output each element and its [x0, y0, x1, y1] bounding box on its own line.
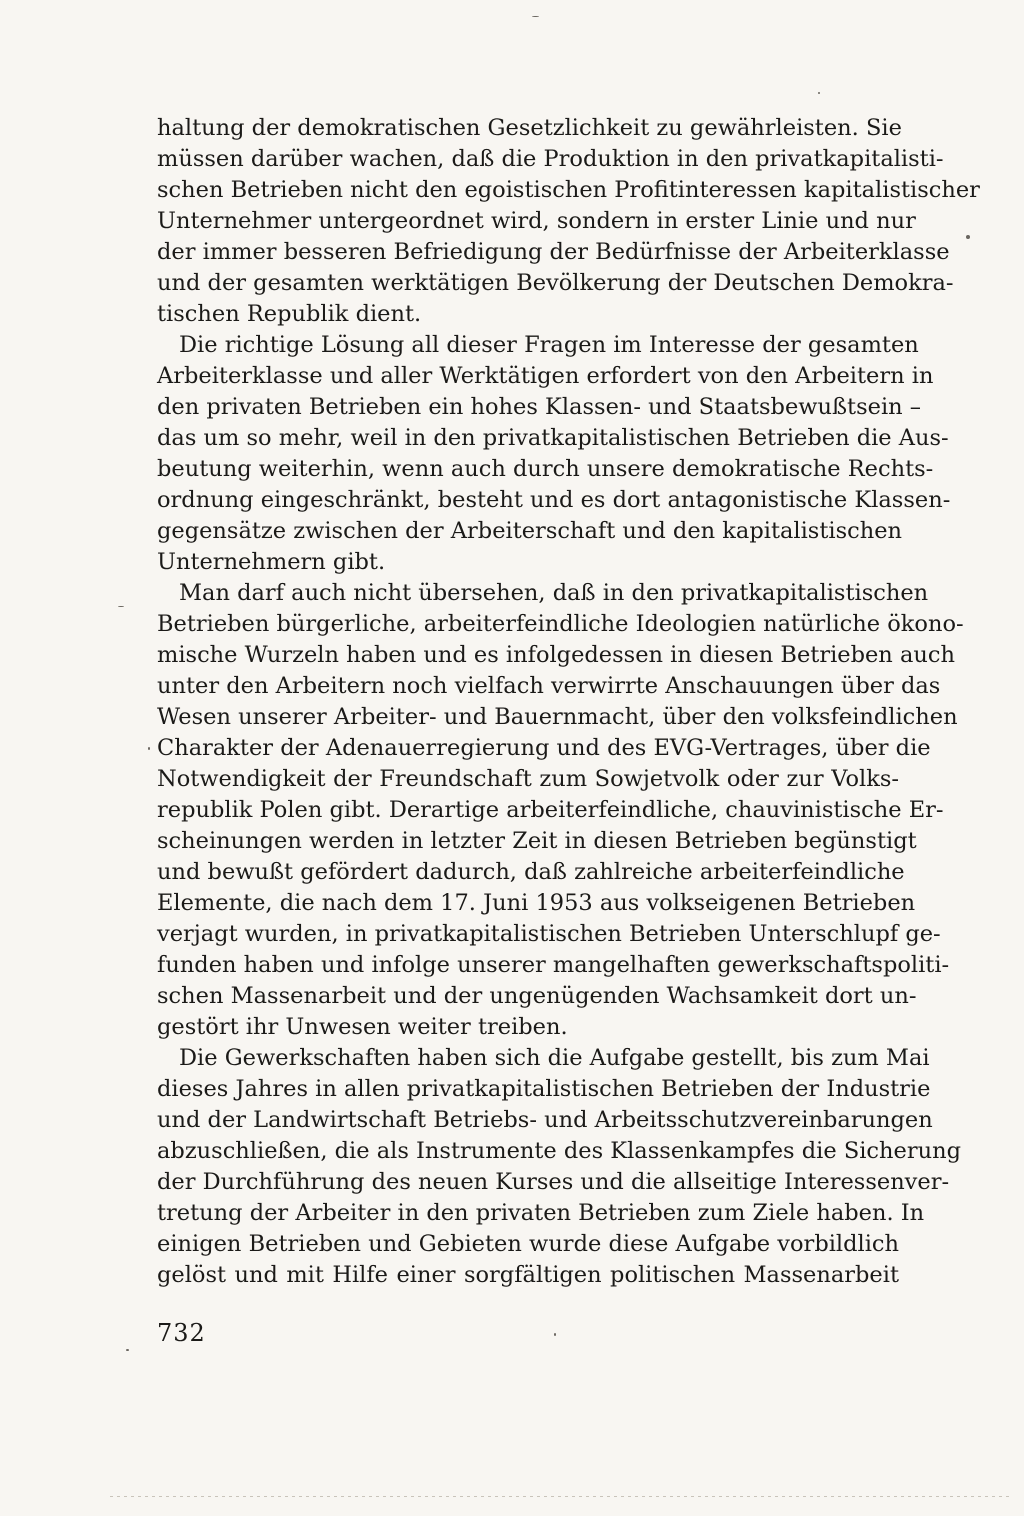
text-line: beutung weiterhin, wenn auch durch unsere demokratische Rechts- [157, 456, 934, 482]
text-line: haltung der demokratischen Gesetzlichkeit zu gewährleisten. Sie [157, 115, 902, 141]
text-line: unter den Arbeitern noch vielfach verwirrte Anschauungen über das [157, 673, 941, 699]
text-line: und der gesamten werktätigen Bevölkerung der Deutschen Demokra- [157, 270, 954, 296]
text-line: gegensätze zwischen der Arbeiterschaft und den kapitalistischen [157, 518, 903, 544]
text-line: Notwendigkeit der Freundschaft zum Sowjetvolk oder zur Volks- [157, 766, 899, 792]
page-number: 732 [157, 1319, 206, 1347]
text-line: Man darf auch nicht übersehen, daß in den privatkapitalistischen [179, 580, 929, 606]
text-line: mische Wurzeln haben und es infolgedessen in diesen Betrieben auch [157, 642, 955, 668]
text-line: Elemente, die nach dem 17. Juni 1953 aus volkseigenen Betrieben [157, 890, 916, 916]
page-edge-shadow [110, 1496, 1010, 1497]
paper-speck [966, 235, 970, 239]
text-line: funden haben und infolge unserer mangelhaften gewerkschaftspoliti- [157, 952, 950, 978]
text-line: dieses Jahres in allen privatkapitalistischen Betrieben der Industrie [157, 1076, 931, 1102]
text-line: Unternehmer untergeordnet wird, sondern in erster Linie und nur [157, 208, 916, 234]
text-line: der Durchführung des neuen Kurses und die allseitige Interessenver- [157, 1169, 950, 1195]
paper-speck [818, 92, 820, 94]
text-line: Unternehmern gibt. [157, 549, 386, 575]
text-line: schen Massenarbeit und der ungenügenden Wachsamkeit dort un- [157, 983, 917, 1009]
paper-speck [554, 1333, 556, 1336]
text-line: ordnung eingeschränkt, besteht und es dort antagonistische Klassen- [157, 487, 951, 513]
text-line: Die richtige Lösung all dieser Fragen im Interesse der gesamten [179, 332, 919, 358]
text-line: schen Betrieben nicht den egoistischen Profitinteressen kapitalistischer [157, 177, 980, 203]
text-line: gestört ihr Unwesen weiter treiben. [157, 1014, 568, 1040]
text-line: scheinungen werden in letzter Zeit in diesen Betrieben begünstigt [157, 828, 917, 854]
text-line: und bewußt gefördert dadurch, daß zahlreiche arbeiterfeindliche [157, 859, 905, 885]
text-line: tischen Republik dient. [157, 301, 422, 327]
paper-speck [126, 1349, 129, 1351]
text-line: den privaten Betrieben ein hohes Klassen- und Staatsbewußtsein – [157, 394, 922, 420]
text-line: republik Polen gibt. Derartige arbeiterfeindliche, chauvinistische Er- [157, 797, 944, 823]
text-line: verjagt wurden, in privatkapitalistischen Betrieben Unterschlupf ge- [157, 921, 941, 947]
paper-speck [118, 606, 124, 607]
text-line: das um so mehr, weil in den privatkapitalistischen Betrieben die Aus- [157, 425, 949, 451]
text-line: abzuschließen, die als Instrumente des Klassenkampfes die Sicherung [157, 1138, 961, 1164]
text-line: Betrieben bürgerliche, arbeiterfeindliche Ideologien natürliche ökono- [157, 611, 964, 637]
text-line: der immer besseren Befriedigung der Bedürfnisse der Arbeiterklasse [157, 239, 950, 265]
text-line: Wesen unserer Arbeiter- und Bauernmacht, über den volksfeindlichen [157, 704, 958, 730]
text-line: Arbeiterklasse und aller Werktätigen erfordert von den Arbeitern in [157, 363, 934, 389]
text-line: gelöst und mit Hilfe einer sorgfältigen politischen Massenarbeit [157, 1262, 899, 1288]
paper-speck [532, 16, 539, 17]
text-line: müssen darüber wachen, daß die Produktion in den privatkapitalisti- [157, 146, 944, 172]
body-text [157, 113, 980, 1291]
paper-speck [148, 747, 150, 750]
text-line: einigen Betrieben und Gebieten wurde diese Aufgabe vorbildlich [157, 1231, 899, 1257]
text-line: Die Gewerkschaften haben sich die Aufgabe gestellt, bis zum Mai [179, 1045, 930, 1071]
text-line: Charakter der Adenauerregierung und des EVG-Vertrages, über die [157, 735, 931, 761]
text-line: und der Landwirtschaft Betriebs- und Arbeitsschutzvereinbarungen [157, 1107, 933, 1133]
text-line: tretung der Arbeiter in den privaten Betrieben zum Ziele haben. In [157, 1200, 925, 1226]
